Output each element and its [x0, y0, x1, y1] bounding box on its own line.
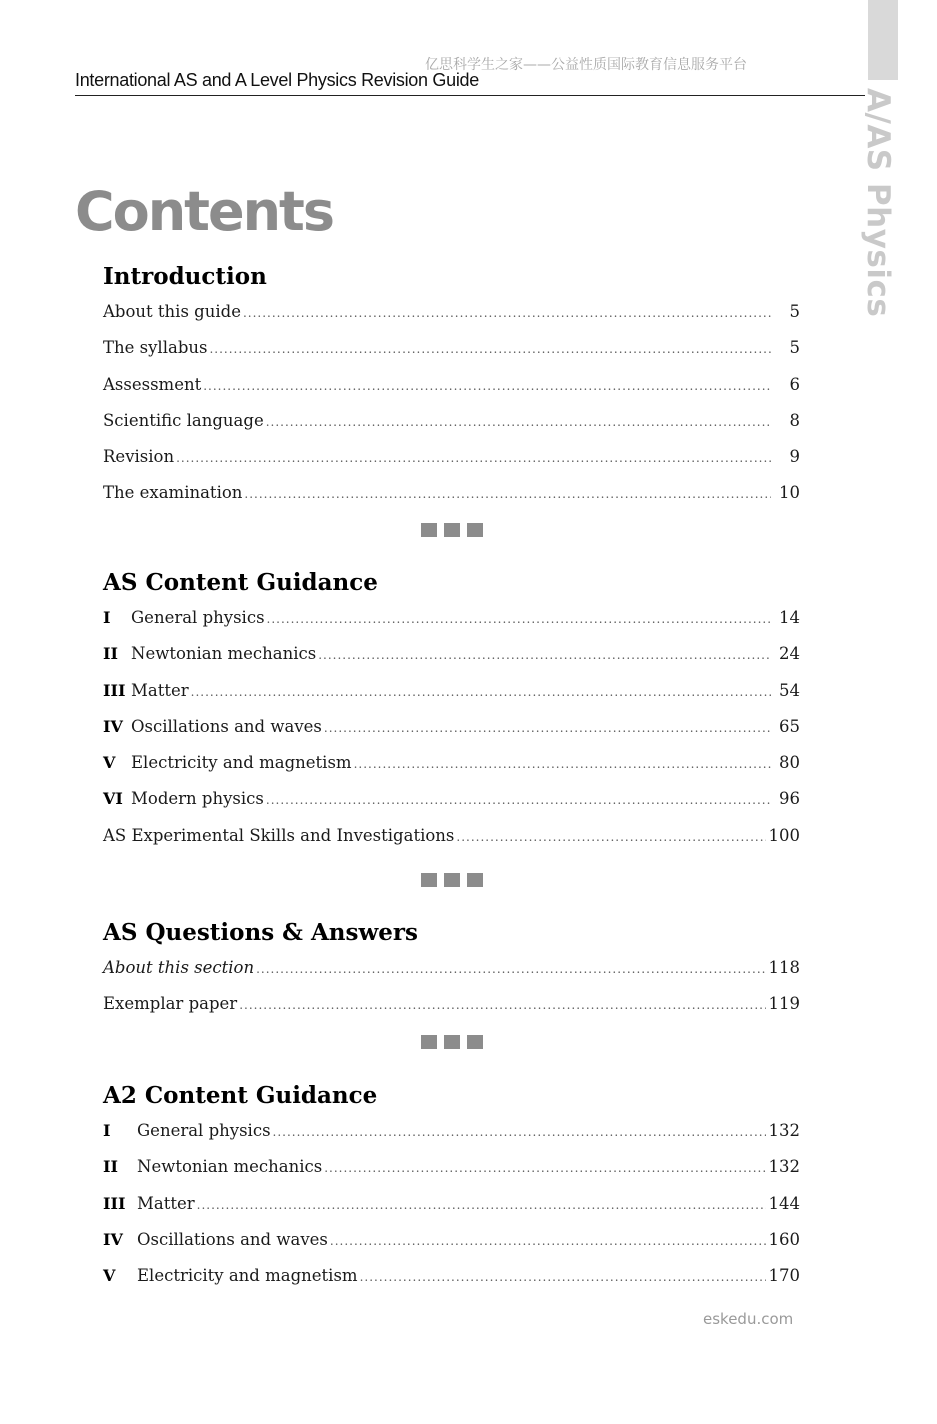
entry-page: 54 — [779, 680, 800, 700]
entry-page: 65 — [779, 716, 800, 736]
section-heading: A2 Content Guidance — [103, 1082, 378, 1109]
divider-square — [467, 1035, 483, 1049]
entry-number: I — [103, 1121, 111, 1140]
entry-page: 96 — [779, 789, 800, 809]
entry-number: VI — [103, 789, 123, 809]
entry-page: 170 — [768, 1266, 800, 1286]
entry-label: Modern physics — [131, 789, 264, 809]
entry-number: V — [103, 1266, 116, 1286]
entry-label: The examination — [103, 483, 243, 503]
divider-square — [421, 1035, 437, 1049]
divider-square — [421, 873, 437, 887]
toc-entry[interactable] — [103, 403, 800, 439]
entry-label: General physics — [131, 608, 265, 627]
dot-leader — [324, 1150, 765, 1186]
entry-label: Electricity and magnetism — [137, 1266, 358, 1286]
entry-page: 9 — [789, 447, 800, 467]
toc-entry[interactable] — [103, 950, 800, 986]
entry-number: II — [103, 644, 118, 664]
toc-entry[interactable] — [103, 1258, 800, 1294]
dot-leader — [318, 637, 771, 673]
toc-entry[interactable] — [103, 330, 800, 366]
page-title: Contents — [75, 180, 334, 243]
dot-leader — [354, 746, 771, 782]
side-label: A/AS Physics — [860, 88, 896, 318]
entry-label: AS Experimental Skills and Investigations — [103, 825, 455, 845]
entry-page: 132 — [768, 1157, 800, 1177]
toc-entry[interactable] — [103, 367, 800, 403]
dot-leader — [203, 368, 771, 404]
entry-number: III — [103, 680, 126, 700]
entry-page: 5 — [789, 302, 800, 321]
entry-page: 144 — [768, 1193, 800, 1213]
entry-number: II — [103, 1157, 118, 1177]
toc-entry[interactable] — [103, 818, 800, 854]
divider-square — [444, 873, 460, 887]
toc-entry[interactable] — [103, 636, 800, 672]
entry-label: Oscillations and waves — [131, 716, 322, 736]
entry-page: 160 — [768, 1229, 800, 1249]
entry-label: Scientific language — [103, 410, 264, 430]
entry-page: 132 — [768, 1121, 800, 1140]
dot-leader — [191, 674, 771, 710]
divider-square — [467, 523, 483, 537]
toc-entry[interactable] — [103, 1222, 800, 1258]
entry-page: 119 — [768, 994, 800, 1014]
entry-label: About this section — [103, 958, 255, 977]
entry-label: Newtonian mechanics — [137, 1157, 323, 1177]
dot-leader — [267, 601, 771, 637]
dot-leader — [273, 1114, 766, 1150]
section-divider-ornament — [421, 873, 483, 887]
dot-leader — [256, 951, 765, 987]
dot-leader — [176, 440, 771, 476]
section-as-questions-answers — [103, 916, 800, 1023]
entry-number: V — [103, 753, 116, 773]
entry-page: 80 — [779, 753, 800, 773]
watermark-text: 亿思科学生之家——公益性质国际教育信息服务平台 — [425, 57, 747, 73]
divider-square — [467, 873, 483, 887]
dot-leader — [239, 987, 765, 1023]
section-introduction — [103, 260, 800, 512]
toc-entry[interactable] — [103, 745, 800, 781]
entry-page: 14 — [779, 608, 800, 627]
footer-site[interactable]: eskedu.com — [703, 1310, 794, 1328]
header-rule — [75, 95, 865, 96]
toc-entry[interactable] — [103, 986, 800, 1022]
toc-entry[interactable] — [103, 600, 800, 636]
toc-entry[interactable] — [103, 781, 800, 817]
section-divider-ornament — [421, 523, 483, 537]
dot-leader — [266, 404, 771, 440]
entry-page: 100 — [768, 825, 800, 845]
toc-entry[interactable] — [103, 294, 800, 330]
entry-label: General physics — [137, 1121, 271, 1140]
entry-label: Assessment — [103, 374, 202, 394]
dot-leader — [243, 295, 771, 331]
entry-page: 5 — [789, 338, 800, 358]
toc-entry[interactable] — [103, 709, 800, 745]
section-a2-content-guidance — [103, 1079, 800, 1294]
entry-label: Newtonian mechanics — [131, 644, 317, 664]
dot-leader — [324, 710, 771, 746]
toc-entry[interactable] — [103, 1186, 800, 1222]
entry-label: Electricity and magnetism — [131, 753, 352, 773]
toc-entry[interactable] — [103, 475, 800, 511]
toc-entry[interactable] — [103, 1149, 800, 1185]
side-tab-block — [868, 0, 898, 80]
dot-leader — [330, 1223, 766, 1259]
section-as-content-guidance — [103, 566, 800, 854]
entry-page: 24 — [779, 644, 800, 664]
dot-leader — [360, 1259, 766, 1295]
toc-entry[interactable] — [103, 439, 800, 475]
section-divider-ornament — [421, 1035, 483, 1049]
entry-number: I — [103, 608, 111, 627]
entry-number: IV — [103, 716, 123, 736]
entry-label: Matter — [137, 1193, 195, 1213]
toc-entry[interactable] — [103, 1113, 800, 1149]
divider-square — [444, 523, 460, 537]
dot-leader — [197, 1187, 766, 1223]
entry-page: 6 — [789, 374, 800, 394]
entry-label: About this guide — [103, 302, 241, 321]
dot-leader — [456, 819, 765, 855]
section-heading: Introduction — [103, 263, 267, 290]
entry-number: III — [103, 1193, 126, 1213]
dot-leader — [209, 331, 771, 367]
divider-square — [444, 1035, 460, 1049]
entry-page: 118 — [768, 958, 800, 977]
entry-label: Matter — [131, 680, 189, 700]
running-header-title: International AS and A Level Physics Revision Guide — [75, 70, 479, 90]
toc-entry[interactable] — [103, 673, 800, 709]
dot-leader — [266, 782, 771, 818]
section-heading: AS Questions & Answers — [103, 919, 418, 946]
entry-page: 8 — [789, 410, 800, 430]
dot-leader — [244, 476, 771, 512]
entry-label: Exemplar paper — [103, 994, 238, 1014]
entry-label: The syllabus — [103, 338, 208, 358]
entry-page: 10 — [779, 483, 800, 503]
entry-label: Revision — [103, 447, 175, 467]
divider-square — [421, 523, 437, 537]
section-heading: AS Content Guidance — [103, 569, 378, 596]
entry-number: IV — [103, 1229, 123, 1249]
entry-label: Oscillations and waves — [137, 1229, 328, 1249]
